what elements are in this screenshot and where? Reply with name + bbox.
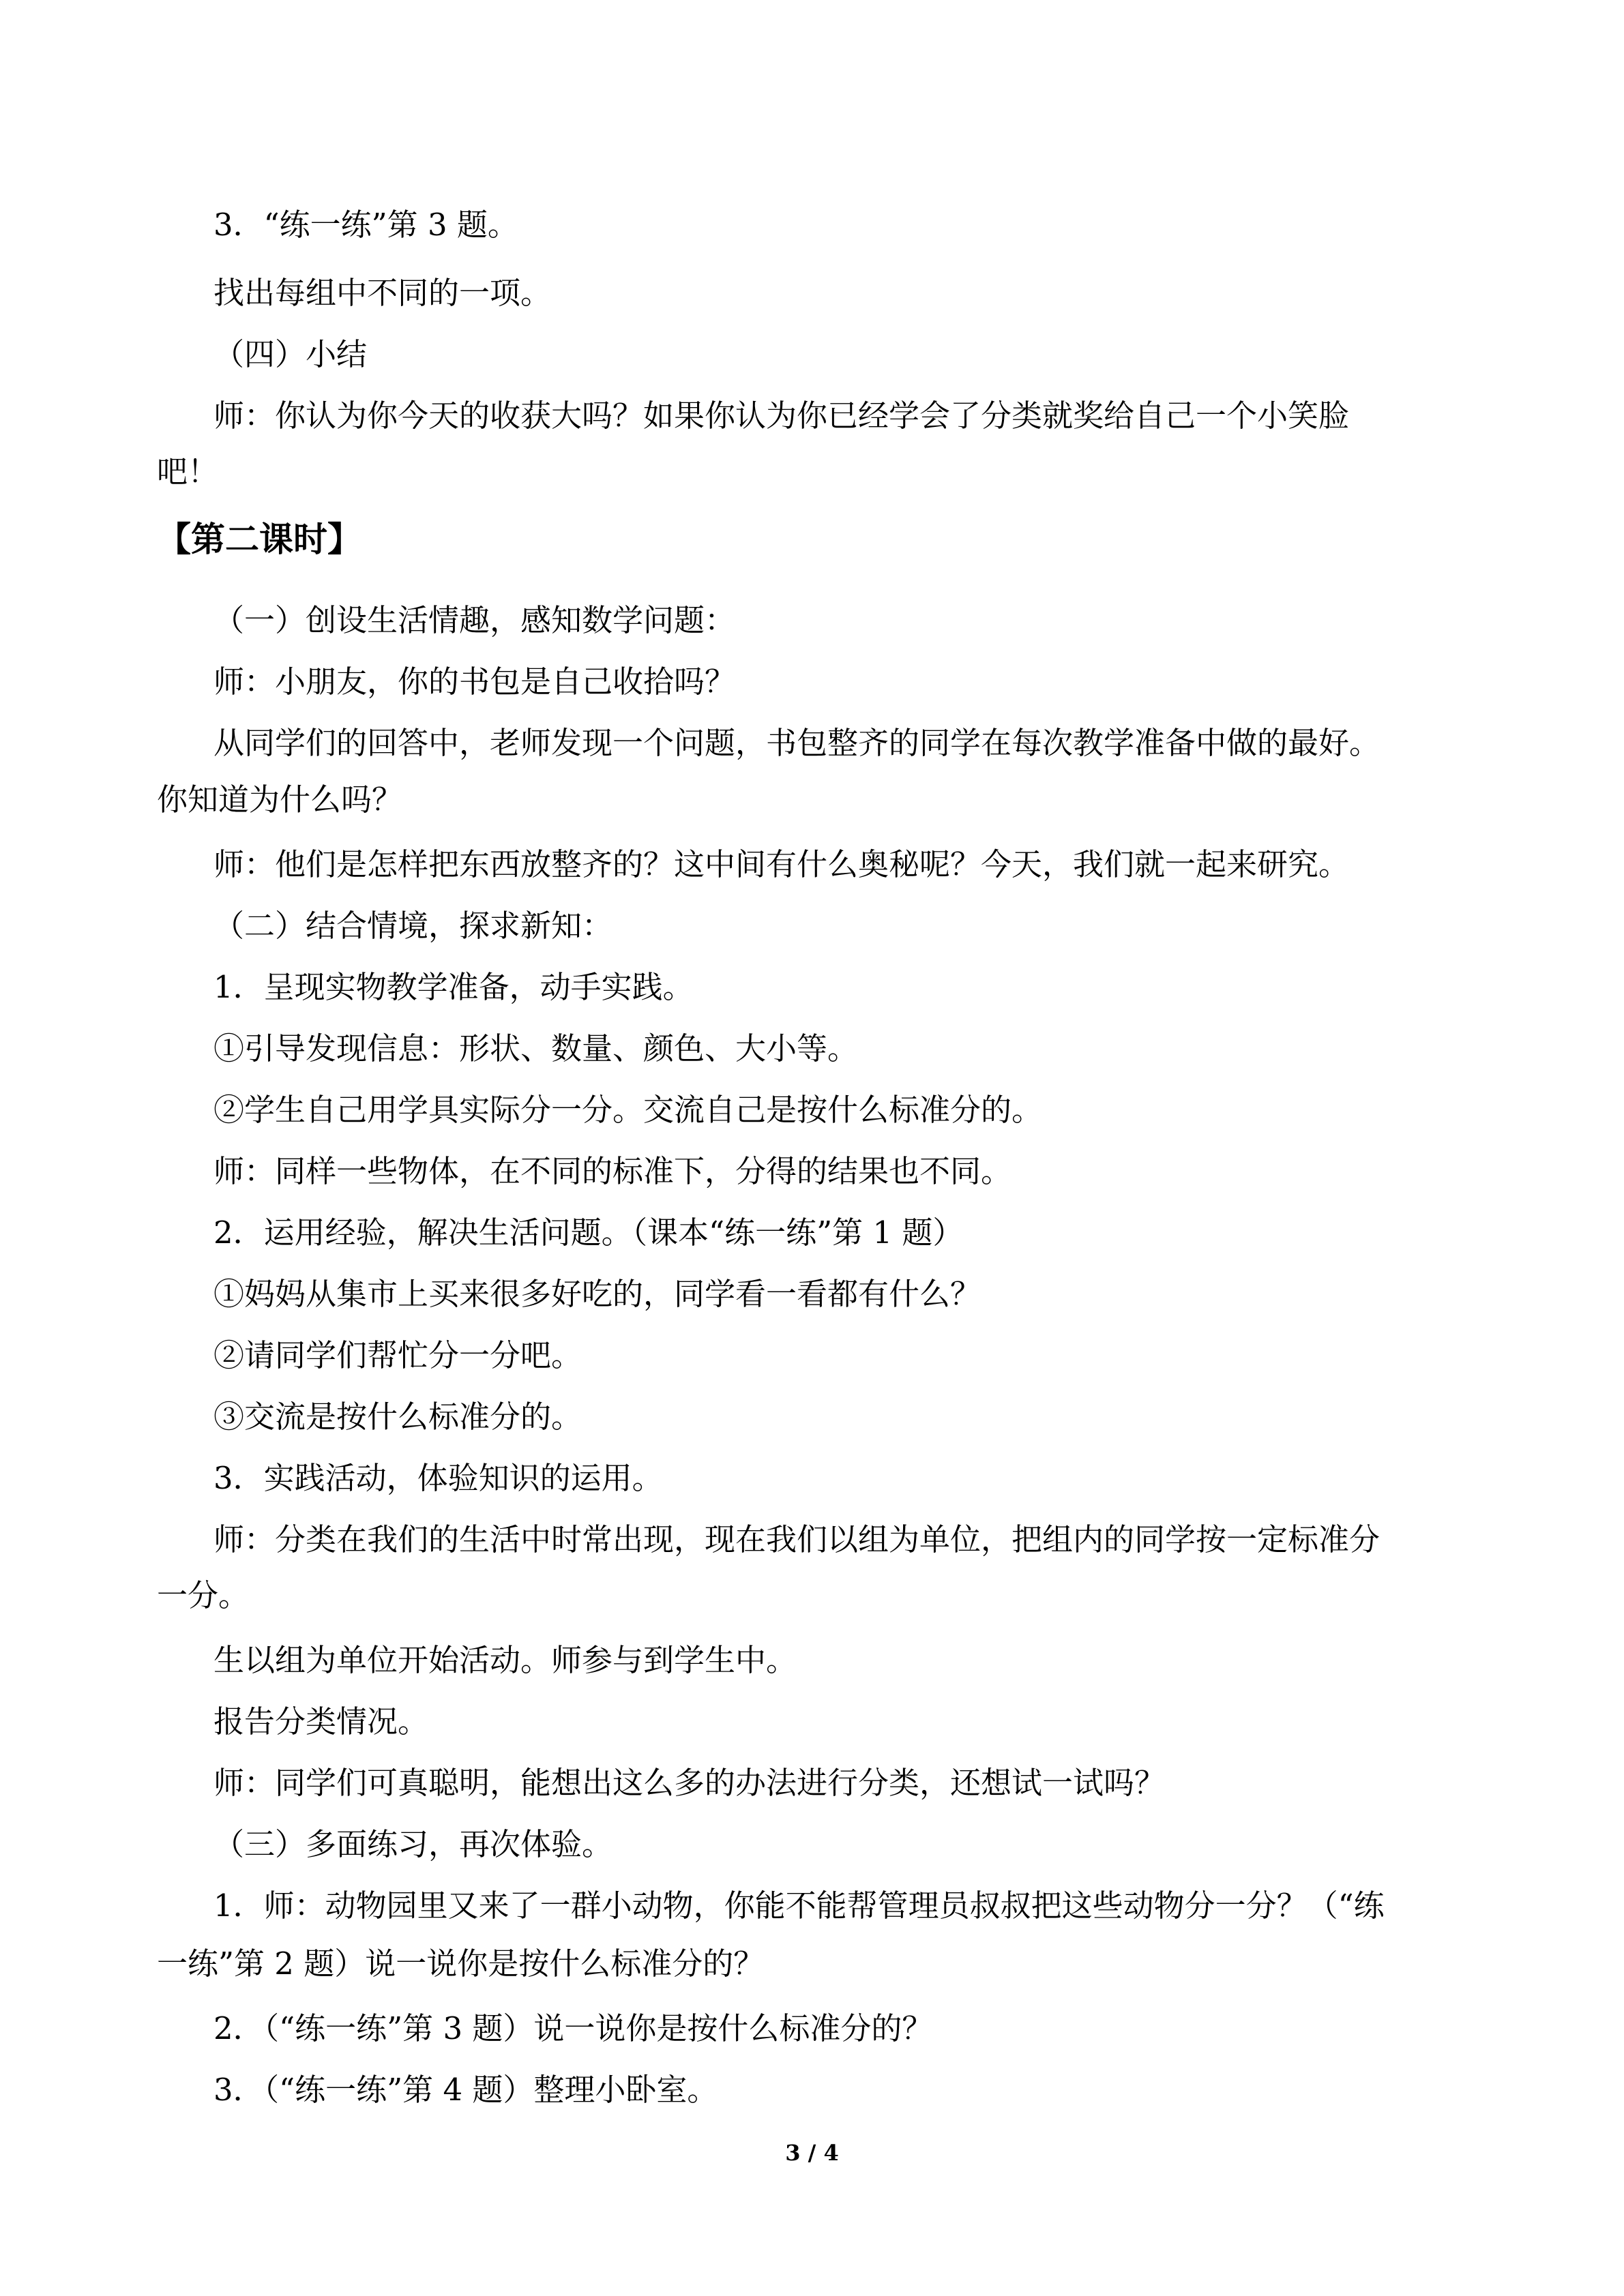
paragraph-line: 师：你认为你今天的收获大吗？如果你认为你已经学会了分类就奖给自己一个小笑脸	[213, 398, 1350, 434]
paragraph-line: 2．运用经验，解决生活问题。（课本“练一练”第 1 题）	[213, 1214, 964, 1251]
paragraph-line: 师：小朋友，你的书包是自己收拾吗？	[213, 664, 736, 700]
paragraph-line-continuation: 一练”第 2 题）说一说你是按什么标准分的？	[157, 1945, 765, 1982]
paragraph-line: 1．师：动物园里又来了一群小动物，你能不能帮管理员叔叔把这些动物分一分？（“练	[213, 1888, 1385, 1924]
paragraph-line: 师：分类在我们的生活中时常出现，现在我们以组为单位，把组内的同学按一定标准分	[213, 1521, 1381, 1557]
paragraph-line: 2．（“练一练”第 3 题）说一说你是按什么标准分的？	[213, 2010, 933, 2046]
subheading: （三）多面练习，再次体验。	[213, 1826, 613, 1862]
paragraph-line: 3．“练一练”第 3 题。	[213, 207, 518, 243]
subheading-summary: （四）小结	[213, 336, 368, 372]
paragraph-line: 找出每组中不同的一项。	[213, 275, 552, 311]
paragraph-line-continuation: 一分。	[157, 1577, 250, 1613]
paragraph-line: 师：他们是怎样把东西放整齐的？这中间有什么奥秘呢？今天，我们就一起来研究。	[213, 846, 1350, 882]
paragraph-line: ①引导发现信息：形状、数量、颜色、大小等。	[213, 1030, 859, 1067]
paragraph-line: ③交流是按什么标准分的。	[213, 1399, 582, 1435]
subheading: （一）创设生活情趣，感知数学问题：	[213, 602, 736, 638]
paragraph-line: ②学生自己用学具实际分一分。交流自己是按什么标准分的。	[213, 1092, 1043, 1128]
paragraph-line-continuation: 你知道为什么吗？	[157, 781, 403, 818]
paragraph-line: 3．实践活动，体验知识的运用。	[213, 1460, 663, 1496]
paragraph-line: ①妈妈从集市上买来很多好吃的，同学看一看都有什么？	[213, 1276, 981, 1312]
section-heading: 【第二课时】	[157, 520, 361, 559]
page-number: 3 / 4	[785, 2140, 839, 2166]
paragraph-line: ②请同学们帮忙分一分吧。	[213, 1337, 582, 1373]
paragraph-line: 1．呈现实物教学准备，动手实践。	[213, 969, 694, 1005]
paragraph-line: 3．（“练一练”第 4 题）整理小卧室。	[213, 2072, 718, 2108]
paragraph-line: 生以组为单位开始活动。师参与到学生中。	[213, 1642, 797, 1678]
subheading: （二）结合情境，探求新知：	[213, 908, 613, 944]
paragraph-line-continuation: 吧！	[157, 453, 219, 490]
paragraph-line: 师：同学们可真聪明，能想出这么多的办法进行分类，还想试一试吗？	[213, 1765, 1166, 1801]
paragraph-line: 报告分类情况。	[213, 1703, 429, 1740]
paragraph-line: 从同学们的回答中，老师发现一个问题，书包整齐的同学在每次教学准备中做的最好。	[213, 725, 1381, 761]
paragraph-line: 师：同样一些物体，在不同的标准下，分得的结果也不同。	[213, 1153, 1012, 1189]
